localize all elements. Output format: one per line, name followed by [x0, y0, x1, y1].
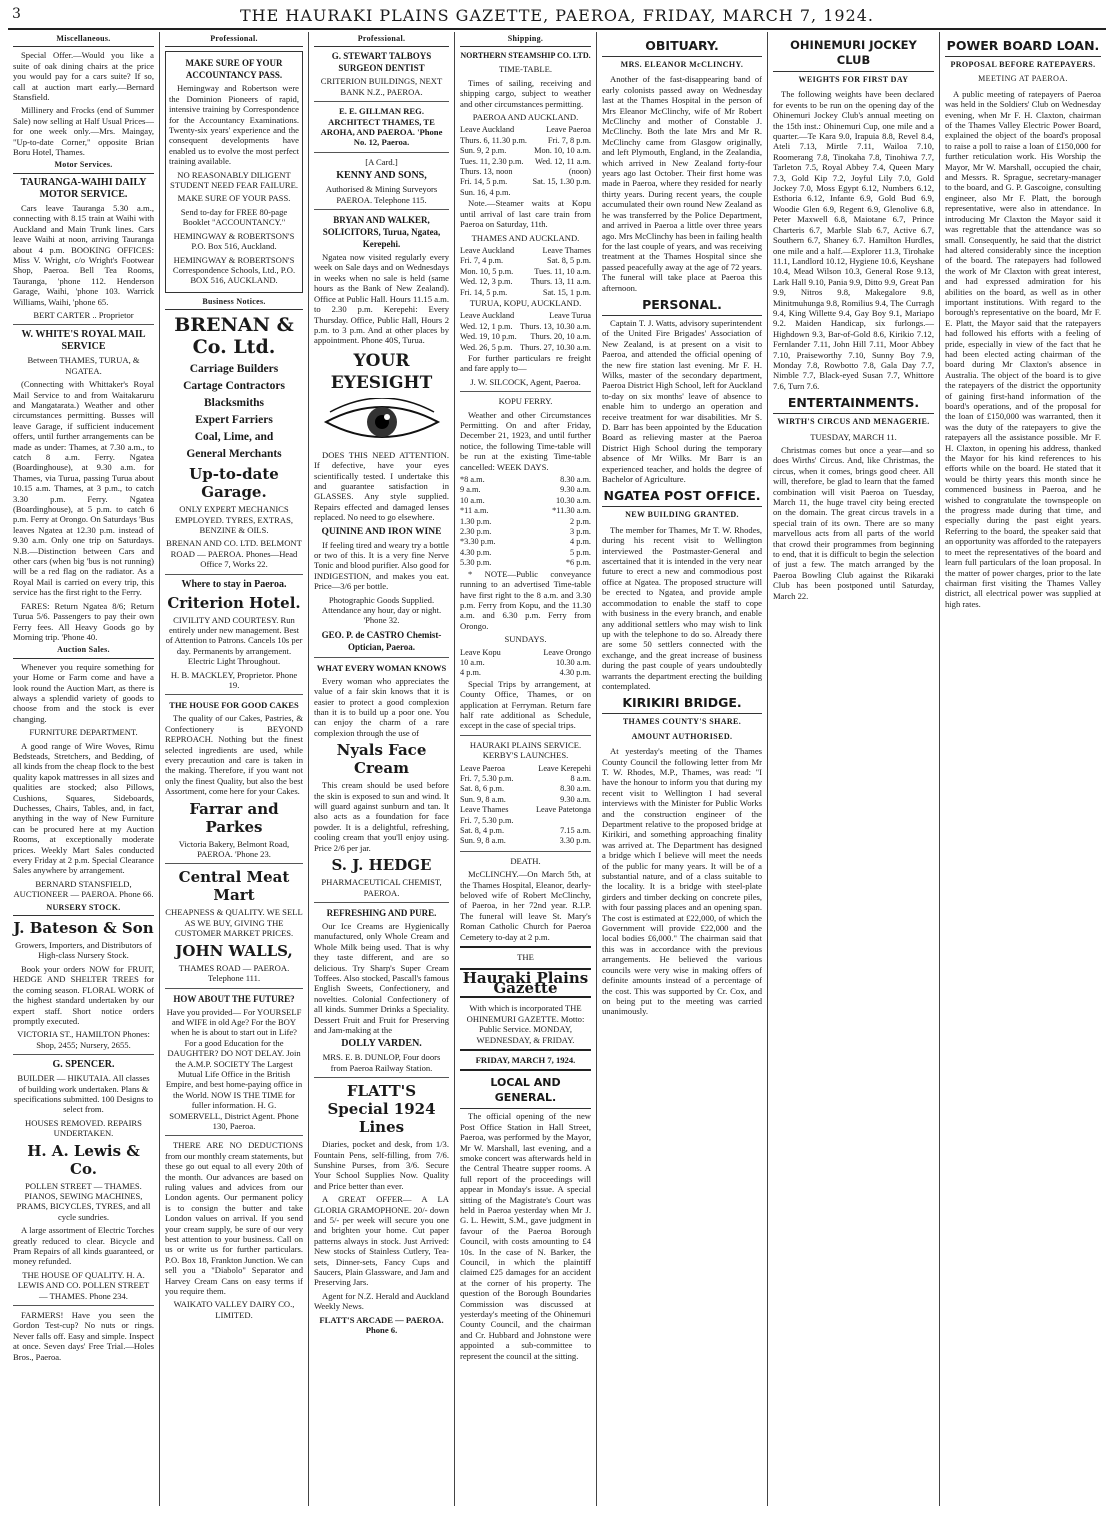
amount-sub: AMOUNT AUTHORISED.: [631, 731, 733, 741]
tauranga-title: TAURANGA-WAIHI DAILY MOTOR SERVICE.: [20, 176, 147, 200]
special-offer-ad: Special Offer.—Would you like a suite of oak dining chairs at the price you would pay for a cars suite? If so, call at auction mart early.—Bernard Stansfield.: [13, 50, 154, 103]
section-miscellaneous: Miscellaneous.: [13, 34, 154, 47]
quinine-heading: QUININE AND IRON WINE: [321, 526, 442, 537]
timetable-cell: Sat. 8, 6 p.m.: [460, 784, 505, 794]
timetable-row: [460, 188, 591, 198]
timetable-cell: Leave Auckland: [460, 245, 515, 255]
the-label: THE: [517, 952, 534, 963]
timetable-cell: Wed. 26, 5 p.m.: [460, 342, 513, 352]
timetable-cell: Sat. 15, 1 p.m.: [542, 287, 591, 297]
victoria-street: VICTORIA ST., HAMILTON Phones: Shop, 2455; Nursery, 2655.: [17, 1029, 150, 1050]
gazette-logo: Hauraki Plains Gazette: [460, 968, 591, 999]
timetable-cell: 4 p.m.: [570, 537, 591, 547]
divider: [165, 863, 303, 864]
timetable-cell: Leave Patetonga: [535, 805, 591, 815]
timetable-row: [460, 343, 591, 353]
divider: [165, 574, 303, 575]
timetable-cell: Fri. 7, 5.30 p.m.: [460, 774, 514, 783]
divider: [314, 209, 449, 210]
timetable-cell: Leave Thames: [460, 805, 509, 815]
circus-date: TUESDAY, MARCH 11.: [810, 431, 897, 442]
timetable-row: [460, 475, 591, 485]
power-board-body: A public meeting of ratepayers of Paeroa was held in the Soldiers' Club on Wednesday evening, when Mr F. H. Claxton, chairman of the Thames Valley Electric Power Board, explained the object of the board's proposal to raise a poll to raise a loan of £150,000 for further reticulation work. His Worship the Mayor, Mr W. Marshall, occupied the chair, and Messrs. R. Sprague, secretary-manager to the board, and G. P. Gascoigne, consulting engineer, also Mr F. Platt, the borough representative, were also in attendance. In introducing Mr Claxton the Mayor said it was regrettable that the attendance was so small. Consequently, he said that the district had altered considerably since the inception of the board. The ratepayers had followed the work of Mr Claxton with great interest, and had expressed admiration for his abilities on the board, as well as in other important institutions. With regard to the borough's representative on the board, Mr F. E. Platt, the Mayor said that the ratepayers had followed his efforts with a feeling of pride, especially in view of the fact that he had been elected acting chairman of the board during Mr Claxton's absence in Australia. The object of the board is to give the ratepayers of the district the opportunity of gaining first-hand information of the board's operations, and of the proposal for the loan of £150,000 was warranted, then it was the duty of the ratepayers to give the ratepayers all the assistance possible. Mr F. H. Claxton, in opening his address, thanked the Mayor for his kind references to his efforts while on the board. He stated that it would be thirty years this month since he commenced business in Paeroa, and he wished to congratulate the townspeople on the progress made during that time, and especially during the past eight years. Referring to the board, the speaker said that an opportunity was afforded to the ratepayers to meet the representatives of the board and learn full particulars of the loan proposal. In the matter of power charges, prior to the late chairman first visiting the Thames Valley district, all electrical power was supplied at high rates.: [945, 88, 1101, 609]
page-number: 3: [12, 6, 22, 22]
eyesight-heading: YOUR EYESIGHT: [330, 350, 433, 393]
timetable-row: [460, 267, 591, 277]
timetable-row: [460, 146, 591, 156]
timetable-row: [460, 288, 591, 298]
kirikiri-heading: KIRIKIRI BRIDGE.: [602, 695, 762, 714]
timetable-cell: 10 a.m.: [460, 657, 485, 667]
northern-steamship: NORTHERN STEAMSHIP CO. LTD.: [460, 51, 591, 61]
divider: [460, 1069, 591, 1071]
special-trips: Special Trips by arrangement, at County Office, Thames, or on application at Ferryman. Return fare half rate additional as Schedule, except in the case of special trips.: [460, 678, 591, 731]
white-fares: FARES: Return Ngatea 8/6; Return Turua 5/6. Passengers to pay their own Ferry fees. All Heavy Goods go by Morning trip. 'Phone 40.: [13, 600, 154, 642]
timetable-cell: 3.30 p.m.: [559, 836, 591, 846]
timetable-cell: 10 a.m.: [460, 495, 485, 505]
section-nursery: NURSERY STOCK.: [13, 903, 154, 916]
timetable-cell: 5.30 p.m.: [460, 558, 492, 568]
timetable-row: [460, 322, 591, 332]
white-title: W. WHITE'S ROYAL MAIL SERVICE: [21, 329, 146, 353]
divider: [13, 324, 154, 325]
bateson-heading: J. Bateson & Son: [13, 919, 154, 938]
obituary-sub: MRS. ELEANOR McCLINCHY.: [620, 60, 744, 69]
timetable-cell: 2.30 p.m.: [460, 527, 492, 537]
power-board-heading: POWER BOARD LOAN.: [945, 38, 1101, 57]
timetable-cell: Thurs. 6, 11.30 p.m.: [460, 135, 527, 145]
timetable-row: [460, 648, 591, 658]
kenny-body: Authorised & Mining Surveyors PAEROA. Telephone 115.: [325, 184, 438, 205]
personal-body: Captain T. J. Watts, advisory superintendent of the United Fire Brigades' Association of New Zealand, is at present on a visit to Paeroa, and attended the official opening of the new fire station last evening. Mr F. H. Wilks, master of the secondary department, Paeroa District High School, left for Auckland to-day on six months' leave of absence to enable him to undergo an operation and receive treatment for war disabilities. Mr S. D. Barr has been appointed by the Education Board as relieving master at the Paeroa District High School during the temporary absence of Mr Wilks. Mr Barr is an experienced teacher, and holds the degree of Bachelor of Agriculture.: [602, 317, 762, 485]
divider: [314, 657, 449, 658]
timetable-row: [460, 774, 591, 784]
brenan-service-line: Cartage Contractors: [183, 380, 285, 393]
timetable-cell: Leave Paeroa: [546, 125, 591, 135]
divider: [165, 988, 303, 989]
hr-school: HEMINGWAY & ROBERTSON'S Correspondence Schools, Ltd., P.O. BOX 516, AUCKLAND.: [172, 254, 296, 286]
timetable-cell: 9.30 a.m.: [560, 485, 591, 495]
furniture-title: FURNITURE DEPARTMENT.: [29, 727, 138, 738]
timetable-row: [460, 784, 591, 794]
thames-auckland-table: [460, 246, 591, 298]
timetable-row: [460, 485, 591, 495]
paeroa-auckland-table: [460, 125, 591, 198]
timetable-row: [460, 332, 591, 342]
silcock-agent: J. W. SILCOCK, Agent, Paeroa.: [470, 376, 581, 387]
divider: [460, 1049, 591, 1051]
talboys-body: CRITERION BUILDINGS, NEXT BANK N.Z., PAEROA.: [320, 76, 443, 97]
timetable-cell: Leave Paeroa: [460, 763, 505, 773]
timetable-cell: Sun. 9, 8 a.m.: [460, 836, 506, 846]
bateson-body: Book your orders NOW for FRUIT, HEDGE AND SHELTER TREES for the coming season. FLORAL WORK of the highest standard undertaken by our expert staff. Short notice orders promptly executed.: [13, 963, 154, 1026]
timetable-cell: Wed. 12, 3 p.m.: [460, 277, 513, 287]
timetable-cell: 8 a.m.: [570, 774, 591, 783]
lewis-body: A large assortment of Electric Torches greatly reduced to clear. Bicycle and Pram Repairs of all kinds guaranteed, or money refunded.: [13, 1225, 154, 1267]
top-rule: [8, 28, 1106, 30]
timetable-cell: 7.15 a.m.: [560, 826, 591, 836]
thames-auckland-title: THAMES AND AUCKLAND.: [471, 232, 580, 243]
timetable-row: [460, 177, 591, 187]
millinery-ad: Millinery and Frocks (end of Summer Sale) now selling at Half Usual Prices—for one week only.—Mrs. Maingay, "Up-to-date Corner," opposite Brian Boru Hotel, Thames.: [13, 105, 154, 158]
obituary-heading: OBITUARY.: [602, 38, 762, 57]
timetable-row: [460, 256, 591, 266]
castro-heading: GEO. P. de CASTRO Chemist-Optician, Paeroa.: [321, 629, 442, 652]
timetable-row: [460, 246, 591, 256]
timetable-row: [460, 506, 591, 516]
section-shipping: Shipping.: [460, 34, 591, 47]
timetable-row: [460, 527, 591, 537]
divider: [13, 1305, 154, 1306]
column-3: [309, 32, 455, 1506]
column-2: [160, 32, 309, 1506]
gazette-sub: With which is incorporated THE OHINEMURI GAZETTE. Motto: Public Service. MONDAY, WEDNESDAY, & FRIDAY.: [466, 1003, 585, 1045]
make-sure-title: MAKE SURE OF YOUR ACCOUNTANCY PASS.: [185, 58, 283, 81]
timetable-cell: Leave Kerepehi: [538, 763, 591, 773]
section-business: Business Notices.: [165, 297, 303, 310]
divider: [460, 946, 591, 948]
timetable-cell: 9 a.m.: [460, 485, 481, 495]
obituary-body: Another of the fast-disappearing band of early colonists passed away on Wednesday last at the Thames Hospital in the person of Mrs Eleanor McClinchy, wife of Mr Robert McClinchy and mother of Constable J. McClinchy. Both the late Mrs and Mr R. McClinchy came from Glasgow originally, and left Plymouth, England, in the Zealandia, which arrived in New Zealand forty-four years ago last October. Their first home was made in Paeroa, where they resided for nearly thirty years. During recent years, the couple accumulated their own round New Zealand as he was transferred by the Police Department, and arrived in Paeroa a little over three years ago. Mrs McClinchy has been in failing health for the last couple of years, and was receiving treatment at the Thames Hospital since she passed peacefully away at the age of 72 years. The funeral will take place at Paeroa this afternoon.: [602, 74, 762, 293]
timetable-row: [460, 517, 591, 527]
farmers-ad: FARMERS! Have you seen the Gordon Test-cup? No nuts or rings. Never falls off. Easy and simple. Inspect at once. Seven days' Free Trial.—Holes Bros., Paeroa.: [13, 1310, 154, 1362]
divider: [314, 152, 449, 153]
timetable-row: [460, 764, 591, 774]
timetable-cell: Fri. 7, 4 p.m.: [460, 256, 504, 266]
photo-goods: Photographic Goods Supplied. Attendance any hour, day or night. 'Phone 32.: [321, 594, 442, 626]
flatt-arcade: FLATT'S ARCADE — PAEROA. Phone 6.: [319, 1314, 444, 1336]
send-today: Send to-day for FREE 80-page Booklet "ACCOUNTANCY.": [180, 206, 288, 228]
deductions-body: THERE ARE NO DEDUCTIONS from our monthly cream statements, but these go out equal to all every 20th of the month. Our advances are based on ruling values and advices from our London agents. Our permanent policy is to consign the butter and take London values on arrival. If you send your cream supply, be sure of our very best attention to your business. Call on us or write us for further particulars. P.O. Box 18, Frankton Junction. We can sell you a "Diabolo" Separator and Harvey Cream Cans on easy terms if you require them.: [165, 1140, 303, 1297]
post-office-sub: NEW BUILDING GRANTED.: [625, 510, 739, 520]
eye-illustration: [314, 398, 449, 446]
timetable-cell: *6 p.m.: [565, 558, 591, 568]
timetable-cell: 4.30 p.m.: [460, 547, 492, 557]
flatt-heading: FLATT'S Special 1924 Lines: [327, 1082, 436, 1137]
timetable-row: [460, 496, 591, 506]
future-body: Have you provided— For YOURSELF and WIFE in old Age? For the BOY when he is about to start out in Life? For a good Education for the DAUGHTER? DO NOT DELAY. Join the A.M.P. SOCIETY The Largest Mutual Life Office in the British Empire, and best home-paying office in the World. NOW IS THE TIME for fuller information. H. G. SOMERVELL, District Agent. Phone 130, Paeroa.: [165, 1006, 303, 1131]
timetable-row: [460, 558, 591, 568]
timetable-row: [460, 157, 591, 167]
timetable-cell: Leave Thames: [542, 245, 591, 255]
bateson-sub: Growers, Importers, and Distributors of High-class Nursery Stock.: [15, 940, 152, 961]
divider: [13, 1054, 154, 1055]
timetable-cell: Sat. 15, 1.30 p.m.: [532, 177, 591, 187]
weights-body: The following weights have been declared for events to be run on the opening day of the Ohinemuri Jockey Club's annual meeting on the 15th inst.: Ohinemuri Cup, one mile and a quarter.—Te Kara 9.0, Irapuia 8.8, Revel 8.4, Ateli 7.13, Mirtle 7.11, Wailoa 7.10, Roomerang 7.8, Tinokaha 7.8, Tinohiwa 7.7, Tarleton 7.5, Royal Abbey 7.4, Queen Mary 7.3, Gold Kip 7.2, Joyful Lily 7.0, Gold Jockey 7.0, Moss Egypt 6.12, Numbers 6.12, Esthoria 6.12, Infante 6.9, Gold Bud 6.9, Woodie Glen 6.9, Regent 6.9, Glenolive 6.8, Peter Maxwell 6.8, Maiotane 6.7, Prince Charteris 6.7, Marble Slab 6.7, Active 6.7, Southern 6.7, Shaney 6.7. Hamilton Hurdles, one mile and a half.—Explorer 11.3, Tirohake 11.1, Landlord 10.12, Hygiene 10.6, Keyshane 10.4, Mead Wilson 10.3, General Rose 9.13, Lark Hall 9.10, Pania 9.9, Ditto 9.9, Great Pan 9.9, Nitros 9.8, Makegalore 9.8, Minitmuhunga 9.8, Romilius 9.4, The Curragh 9.4, King Willette 9.4, Gay Boy 9.1, Mariapo 9.2. Maiden Handicap, six furlongs.—Highdown 9.3, Bar-of-Gold 8.6, Kirikio 7.12, Fernlander 7.11, John Hill 7.11, Moor Abbey 7.10, Praiseworthy 7.10, Sunny Boy 7.9, Monday 7.8, Rowbotto 7.8, Gala Day 7.7, Nimble 7.7, Black-eyed Susan 7.7, Whittore 7.6, Turn 7.6.: [773, 89, 934, 391]
launches-title: HAURAKI PLAINS SERVICE. KERBY'S LAUNCHES.: [469, 739, 582, 761]
timetable-cell: 9.30 a.m.: [560, 794, 591, 804]
mackley: H. B. MACKLEY, Proprietor. Phone 19.: [170, 669, 298, 690]
timetable-cell: Wed. 19, 10 p.m.: [460, 332, 517, 342]
kirikiri-body: At yesterday's meeting of the Thames County Council the following letter from Mr T. W. Rhodes, M.P., Thames, was read: "I have the honour to inform you that during my recent visit to Wellington I had several interviews with the Minister for Public Works and the construction engineer of the Department relative to the proposed bridge at Kirikiri, and something approaching finality was arrived at. The Department has designed a bridge which I believe will meet the needs of the public for many years. It will be of a substantial nature, and of a class suitable to the locality. It is a bridge with steel-plate girders and timber decking on concrete piles, with four passing places and an opening span. The cost is estimated at £22,000, of which the Government will provide £22,000 and the local bodies £6,000." The chairman said that this was in accordance with the previous arrangements. He believed the various councils were very wise in making offers of definite amounts instead of a percentage of the cost. This was supported by Cr. Cox, and on being put to the meeting was carried unanimously.: [602, 746, 762, 1017]
column-7: [940, 32, 1106, 1506]
kopu-note: Weather and other Circumstances Permitting. On and after Friday, December 21, 1923, and until further notice, the following Time-table will be run at the existing Time-table cancelled: WEEK DAYS.: [460, 409, 591, 472]
column-5: [597, 32, 768, 1506]
turua-kopu-title: TURUA, KOPU, AUCKLAND.: [469, 297, 582, 308]
farrar-body: Victoria Bakery, Belmont Road, PAEROA. 'Phone 23.: [178, 838, 290, 860]
white-body: (Connecting with Whittaker's Royal Mail Service to and from Waitakaruru and Mangatarata.) Weather and other circumstances permitting. Busses will leave Garage, if sufficient inducement offers, until further arrangements can be made as under: Thames, at 7.30 a.m., to catch 8 a.m. Ferry. Ngatea (Boardinghouse), at 9.30 a.m. for Thames, via Turua, passing Turua about 10.15 a.m. Thames, at 3 p.m., to catch 3.30 p.m. Ferry. Ngatea (Boardinghouse), at 5 p.m. to catch 6 p.m. Ferry at Orongo. On Saturdays 'Bus leaves Ngatea at 12.30 p.m. instead of 9.30 a.m. Only one trip on Saturdays. N.B.—Distinction between Cars and other cars (when big 'bus is not running) will be a red flag on the radiator. As a Royal Mail is carried on every trip, this service has the first right to the Ferry.: [13, 379, 154, 598]
timetable-row: [460, 805, 591, 815]
timetable-row: [460, 537, 591, 547]
timetable-row: [460, 277, 591, 287]
bryan-heading: BRYAN AND WALKER, SOLICITORS, Turua, Ngatea, Kerepehi.: [322, 215, 441, 250]
talboys-heading: G. STEWART TALBOYS SURGEON DENTIST: [331, 51, 432, 74]
timetable-cell: *11 a.m.: [460, 506, 489, 516]
hemingway-body: Hemingway and Robertson were the Dominion Pioneers of rapid, intensive training by Correspondence for the Accountancy Examinations. Twenty-six years' experience and the consequent developments have enabled us to evolve the most perfect training available.: [169, 83, 299, 167]
local-general-body: The official opening of the new Post Office Station in Hall Street, Paeroa, was performed by the Mayor, Mr W. Marshall, last evening, and a smoke concert was afterwards held in the Central Theatre supper rooms. A full report of the proceedings will appear in Monday's issue. A special sitting of the Magistrate's Court was held in Paeroa yesterday when Mr J. G. L. Hewitt, S.M., gave judgment in favour of the Paeroa Borough Council, with costs amounting to £4 10s. In the case of N. Barker, the Council, in which the plaintiff claimed £25 damages for an accident at the corner of his property. The question of the Borough Boundaries Commission was discussed at yesterday's meeting of the Ohinemuri County Council, and the chairman and Cr. Hubbard and Johnstone were appointed a sub-committee to represent the council at the sitting.: [460, 1111, 591, 1361]
timetable-cell: *8 a.m.: [460, 475, 485, 485]
furniture-body: A good range of Wire Woves, Rimu Bedsteads, Stretchers, and Bedding, of all kinds from the cheap flock to the best quality kapok mattresses in all sizes and qualities are stocked; also Pillows, Cushions, Squares, Sideboards, Duchesses, Chairs, Tables, and, in fact, anything in the way of New Furniture can be procured here at my Auction Rooms, at exceptionally moderate prices. Weekly Mart Sales conducted every Friday at 2 p.m. Special Clearance Sales anywhere by arrangement.: [13, 740, 154, 876]
timetable-cell: Thurs. 27, 10.30 a.m.: [520, 342, 591, 352]
future-title: HOW ABOUT THE FUTURE?: [173, 993, 295, 1004]
post-office-body: The member for Thames, Mr T. W. Rhodes, during his recent visit to Wellington interviewed the Postmaster-General and ascertained that it is intended in the very near future to erect a new and commodious post office at Ngatea. The proposed structure will be erected to Ngatea, and provide ample accommodation to enable the staff to cope with business in the every branch, and enable any additional settlers who may wish to link up with the telephone to do so. Already there are some 50 settlers connected with the exchange, and the great increase of business during the past couple of years undoubtedly warrants the department erecting the building contemplated.: [602, 524, 762, 691]
jockey-club-heading: OHINEMURI JOCKEY CLUB: [773, 38, 934, 72]
bert-carter: BERT CARTER .. Proprietor: [33, 309, 134, 320]
flatt-body: Diaries, pocket and desk, from 1/3. Fountain Pens, self-filling, from 7/6. Sunshine Purses, from 3/6. Secure Your School Supplies Now. Quality and Price better than ever.: [314, 1139, 449, 1191]
post-office-heading: NGATEA POST OFFICE.: [602, 488, 762, 507]
sundays-label: SUNDAYS.: [504, 634, 547, 645]
entertainments-heading: ENTERTAINMENTS.: [773, 395, 934, 414]
timetable-cell: Thurs. 20, 10 a.m.: [530, 332, 591, 342]
no-reasonably: NO REASONABLY DILIGENT STUDENT NEED FEAR FAILURE.: [169, 169, 299, 191]
kenny-heading: KENNY AND SONS,: [336, 170, 427, 182]
timetable-cell: Sun. 9, 8 a.m.: [460, 794, 506, 804]
timetable-cell: 8.30 a.m.: [560, 475, 591, 485]
brenan-foot: BRENAN AND CO. LTD. BELMONT ROAD — PAEROA. Phones—Head Office 7, Works 22.: [166, 538, 302, 570]
kirikiri-sub: THAMES COUNTY'S SHARE.: [622, 717, 742, 727]
timetable-cell: 5 p.m.: [570, 547, 591, 557]
column-4: [455, 32, 597, 1506]
weights-sub: WEIGHTS FOR FIRST DAY: [798, 75, 909, 84]
eyesight-body: DOES THIS NEED ATTENTION. If defective, have your eyes scientifically tested. I undertake this and guarantee satisfaction in GLASSES. Any style supplied. Repairs effected and damaged lenses replaced. No need to go elsewhere.: [314, 449, 449, 523]
timetable-cell: Mon. 10, 5 p.m.: [460, 266, 514, 276]
timetable-cell: Sat. 8, 4 p.m.: [460, 826, 505, 836]
timetable-cell: Fri. 7, 5.30 p.m.: [460, 815, 514, 825]
cakes-body: The quality of our Cakes, Pastries, & Confectionery is BEYOND REPROACH. Nothing but the finest selected ingredients are used, while every precaution and care is taken in the making. Therefore, if you want not only the finest Quality, but also the best Assortment, come here for your Cakes.: [165, 713, 303, 797]
timetable-cell: Fri. 7, 8 p.m.: [547, 135, 591, 145]
timetable-row: [460, 136, 591, 146]
timetable-cell: Thurs. 13, 11 a.m.: [530, 277, 591, 287]
meeting-sub: MEETING AT PAEROA.: [978, 74, 1068, 84]
timetable-note: Times of sailing, receiving and shipping cargo, subject to weather and other circumstances permitting.: [460, 77, 591, 109]
brenan-service-line: Expert Farriers: [195, 414, 273, 427]
timetable-cell: Fri. 14, 5 p.m.: [460, 177, 508, 187]
central-heading: Central Meat Mart: [178, 868, 290, 905]
timetable-cell: 2 p.m.: [570, 516, 591, 526]
lewis-foot: THE HOUSE OF QUALITY. H. A. LEWIS AND CO. POLLEN STREET — THAMES. Phone 234.: [17, 1269, 150, 1301]
card-label: [A Card.]: [365, 156, 398, 167]
where-to-stay: Where to stay in Paeroa.: [181, 578, 287, 590]
timetable-row: [460, 668, 591, 678]
newspaper-title: THE HAURAKI PLAINS GAZETTE, PAEROA, FRIDAY, MARCH 7, 1924.: [240, 6, 874, 25]
spencer-body: BUILDER — HIKUTAIA. All classes of building work undertaken. Plans & specifications submitted. 100 Designs to select from.: [13, 1073, 154, 1115]
brenan-heading: BRENAN & Co. Ltd.: [174, 314, 294, 359]
timetable-cell: Leave Orongo: [543, 647, 591, 657]
kopu-foot: * NOTE—Public conveyance running to an advertised Time-table have first right to the 8 a.m. and 3.30 p.m. Ferry from Kopu, and the 11.30 a.m. and 6.30 p.m. Ferry from Orongo.: [460, 568, 591, 631]
divider: [165, 1135, 303, 1136]
gramophone-offer: A GREAT OFFER— A LA GLORIA GRAMOPHONE. 20/- down and 5/- per week will secure you one and brighten your home. Cut paper patterns always in stock. Just Arrived: New stocks of Stainless Cutlery, Tea-sets, Dinner-sets, Fancy Cups and Saucers, Plain Glassware, and Jam and Preserving Jars.: [314, 1194, 449, 1288]
launch-table: [460, 764, 591, 847]
proposal-sub: PROPOSAL BEFORE RATEPAYERS.: [950, 60, 1096, 69]
criterion-heading: Criterion Hotel.: [167, 593, 301, 612]
timetable-cell: 10.30 a.m.: [555, 657, 591, 667]
refresh-title: REFRESHING AND PURE.: [326, 907, 437, 918]
divider: [314, 902, 449, 903]
timetable-row: [460, 795, 591, 805]
divider: [314, 1077, 449, 1078]
quinine-body: If feeling tired and weary try a bottle or two of this. It is a very fine Nerve Tonic and blood purifier. Also good for INDIGESTION, and makes you eat. Price—3/6 per bottle.: [314, 539, 449, 592]
lewis-sub: POLLEN STREET — THAMES. PIANOS, SEWING MACHINES, PRAMS, BICYCLES, TYRES, and all cycle sundries.: [16, 1180, 151, 1222]
masthead: [0, 6, 1114, 25]
section-professional: Professional.: [165, 34, 303, 47]
eye-icon: [322, 398, 442, 446]
divider: [460, 851, 591, 852]
timetable-row: [460, 548, 591, 558]
woman-title: WHAT EVERY WOMAN KNOWS: [316, 662, 447, 673]
timetable-row: [460, 125, 591, 135]
timetable-cell: 8.30 a.m.: [560, 784, 591, 794]
timetable-row: [460, 311, 591, 321]
walls-body: THAMES ROAD — PAEROA. Telephone 111.: [178, 962, 290, 984]
circus-sub: WIRTH'S CIRCUS AND MENAGERIE.: [777, 417, 930, 427]
timetable-row: [460, 816, 591, 826]
timetable-label: TIME-TABLE.: [498, 64, 552, 75]
central-body: CHEAPNESS & QUALITY. WE SELL AS WE BUY, GIVING THE CUSTOMER MARKET PRICES.: [165, 907, 303, 939]
timetable-cell: Wed. 12, 11 a.m.: [535, 156, 591, 166]
brenan-service-line: General Merchants: [186, 448, 282, 461]
kopu-ferry-title: KOPU FERRY.: [498, 396, 553, 407]
timetable-cell: *3.30 p.m.: [460, 537, 496, 547]
timetable-cell: Leave Auckland: [460, 311, 515, 321]
timetable-cell: Thurs. 13, noon: [460, 167, 513, 177]
death-notice: McCLINCHY.—On March 5th, at the Thames Hospital, Eleanor, dearly-beloved wife of Robert McClinchy, of Paeroa, in her 72nd year. R.I.P. The funeral will leave St. Mary's Roman Catholic Church for Paeroa Cemetery to-day at 2 p.m.: [460, 869, 591, 942]
brenan-services: [165, 362, 303, 462]
timetable-cell: *11.30 a.m.: [552, 506, 591, 516]
steamer-note: Note.—Steamer waits at Kopu until arrival of last care train from Paeroa on Saturday, 11th.: [460, 198, 591, 230]
brenan-service-line: Blacksmiths: [203, 397, 265, 410]
hr-address: HEMINGWAY & ROBERTSON'S P.O. Box 516, Auckland.: [173, 230, 295, 252]
timetable-row: [460, 836, 591, 846]
dolly-varden: DOLLY VARDEN.: [341, 1038, 422, 1050]
houses-removed: HOUSES REMOVED. REPAIRS UNDERTAKEN.: [25, 1117, 142, 1139]
circus-body: Christmas comes but once a year—and so does Wirths' Circus. And, like Christmas, the circus, when it comes, brings good cheer. All will, therefore, be glad to learn that the famed combination will visit Paeroa on Tuesday, March 11, the huge travel city being erected on the domain. The great circus travels in a special train of its own. There are so many marvellous acts from all parts of the world that crowd their programmes from beginning to end, that it is difficult to begin the selection of just a few. The match arranged by the Paeroa Bowling Club against the Rikaraki Club has been postponed until Saturday, March 22.: [773, 445, 934, 601]
agent-note: Agent for N.Z. Herald and Auckland Weekly News.: [314, 1290, 449, 1312]
dunlop: MRS. E. B. DUNLOP, Four doors from Paeroa Railway Station.: [322, 1052, 441, 1073]
hedge-sub: PHARMACEUTICAL CHEMIST, PAEROA.: [321, 877, 442, 898]
section-professional-2: Professional.: [314, 34, 449, 47]
divider: [460, 735, 591, 736]
spencer-title: G. SPENCER.: [52, 1059, 115, 1071]
page-columns: [8, 32, 1106, 1506]
accountancy-ad: [165, 51, 303, 292]
uptodate-garage: Up-to-date Garage.: [189, 465, 279, 502]
timetable-cell: Wed. 12, 1 p.m.: [460, 321, 513, 331]
gillman: E. E. GILLMAN REG. ARCHITECT THAMES, TE AROHA, AND PAEROA. 'Phone No. 12, Paeroa.: [320, 106, 443, 148]
kopu-ferry-table: [460, 475, 591, 569]
further-particulars: For further particulars re freight and fare apply to—: [460, 352, 591, 374]
brenan-service-line: Carriage Builders: [189, 363, 279, 376]
timetable-cell: Tues. 11, 2.30 p.m.: [460, 156, 524, 166]
stansfield: BERNARD STANSFIELD, AUCTIONEER — PAEROA. Phone 66.: [13, 878, 154, 900]
dateline: FRIDAY, MARCH 7, 1924.: [475, 1054, 576, 1065]
timetable-row: [460, 826, 591, 836]
timetable-cell: Sun. 9, 2 p.m.: [460, 146, 507, 156]
tauranga-body: Cars leave Tauranga 5.30 a.m., connecting with 8.15 train at Waihi with Auckland and Main Trunk lines. Cars leave Waihi at noon, arriving Tauranga about 4 p.m. BOOKING OFFICES: Miss V. Wright, c/o Wright's Footwear Shop, Paeroa. Bell Tea Rooms, Tauranga, 'phone 112. Henderson Garage, Waihi, 'phone 103. Warrick Williams, Waihi, 'phone 65.: [13, 202, 154, 307]
hedge-heading: S. J. HEDGE: [331, 856, 432, 875]
timetable-cell: (noon): [568, 167, 591, 177]
lewis-heading: H. A. Lewis & Co.: [27, 1141, 140, 1178]
timetable-cell: Sat. 8, 5 p.m.: [546, 256, 591, 266]
waikato-dairy: WAIKATO VALLEY DAIRY CO., LIMITED.: [173, 1299, 295, 1320]
paeroa-auckland-title: PAEROA AND AUCKLAND.: [472, 112, 579, 123]
column-1: [8, 32, 160, 1506]
timetable-cell: Leave Auckland: [460, 125, 515, 135]
personal-heading: PERSONAL.: [602, 297, 762, 316]
white-between: Between THAMES, TURUA, & NGATEA.: [27, 355, 140, 376]
nyals-heading: Nyals Face Cream: [336, 741, 427, 778]
brenan-body: ONLY EXPERT MECHANICS EMPLOYED. TYRES, EXTRAS, BENZINE & OILS.: [174, 504, 293, 535]
local-general-heading: LOCAL AND GENERAL.: [460, 1075, 591, 1109]
nyals-body: This cream should be used before the skin is exposed to sun and wind. It will guard against sunburn and tan. It also acts as a foundation for face powder. It is a delightful, refreshing, cooling cream that you'll enjoy using. Price 2/6 per jar.: [314, 780, 449, 853]
timetable-cell: 4.30 p.m.: [559, 668, 591, 678]
auction-body: Whenever you require something for your Home or Farm come and have a look round the Auction Mart, as there is always a splendid variety of goods to choose from and the stock is ever changing.: [13, 661, 154, 724]
sunday-table: [460, 648, 591, 679]
section-motor-services: Motor Services.: [13, 160, 154, 173]
criterion-body: CIVILITY AND COURTESY. Run entirely under new management. Best of Attention to Patrons. Cancels 10s per day. Permanents by arrangement. Electric Light Throughout.: [165, 614, 303, 667]
death-title: DEATH.: [510, 855, 541, 866]
timetable-cell: Thurs. 13, 10.30 a.m.: [520, 321, 591, 331]
brenan-service-line: Coal, Lime, and: [194, 431, 274, 444]
timetable-cell: 1.30 p.m.: [460, 516, 492, 526]
timetable-cell: Tues. 11, 10 a.m.: [534, 266, 591, 276]
timetable-row: [460, 658, 591, 668]
refresh-body: Our Ice Creams are Hygienically manufactured, only Whole Cream and Whole Milk being used. That is why they taste different, and are so delicious. Try Sharp's Super Cream Toffees. Also stocked, Pascall's famous English Sweets, Confectionery, and novelties. Colonial Confectionery of all kinds. Summer Drinks a Speciality. Dessert Fruit and Fruit for Preserving and Jam-making at the: [314, 920, 449, 1035]
timetable-cell: 4 p.m.: [460, 668, 481, 678]
woman-body: Every woman who appreciates the value of a fair skin knows that it is easier to protect a good complexion than it is to build up a poor one. You can enjoy the charm of a rare complexion through the use of: [314, 675, 449, 738]
timetable-cell: Sun. 16, 4 p.m.: [460, 187, 511, 197]
divider: [314, 101, 449, 102]
bryan-body: Ngatea now visited regularly every week on Sale days and on Wednesdays in weeks when no sale is held (same hours as the Bank of New Zealand). Office at Public Hall. Hours 11.15 a.m. to 2.30 p.m. Kerepehi: Every Thursday. Office, Public Hall, Hours 2 p.m. to 3 p.m. And at other places by appointment. Phone 40S, Turua.: [314, 252, 449, 346]
timetable-cell: Mon. 10, 10 a.m.: [534, 146, 591, 156]
section-auction: Auction Sales.: [13, 645, 154, 658]
timetable-cell: Leave Kopu: [460, 647, 501, 657]
timetable-cell: Leave Turua: [549, 311, 591, 321]
column-6: [768, 32, 940, 1506]
walls-heading: JOHN WALLS,: [175, 941, 293, 960]
farrar-heading: Farrar and Parkes: [189, 799, 279, 836]
turua-kopu-table: [460, 311, 591, 353]
divider: [460, 391, 591, 392]
timetable-cell: 3 p.m.: [570, 527, 591, 537]
make-sure-pass: MAKE SURE OF YOUR PASS.: [177, 193, 291, 204]
cakes-title: THE HOUSE FOR GOOD CAKES: [169, 700, 299, 711]
divider: [165, 694, 303, 695]
timetable-cell: 10.30 a.m.: [555, 495, 591, 505]
timetable-cell: Fri. 14, 5 p.m.: [460, 287, 508, 297]
timetable-row: [460, 167, 591, 177]
